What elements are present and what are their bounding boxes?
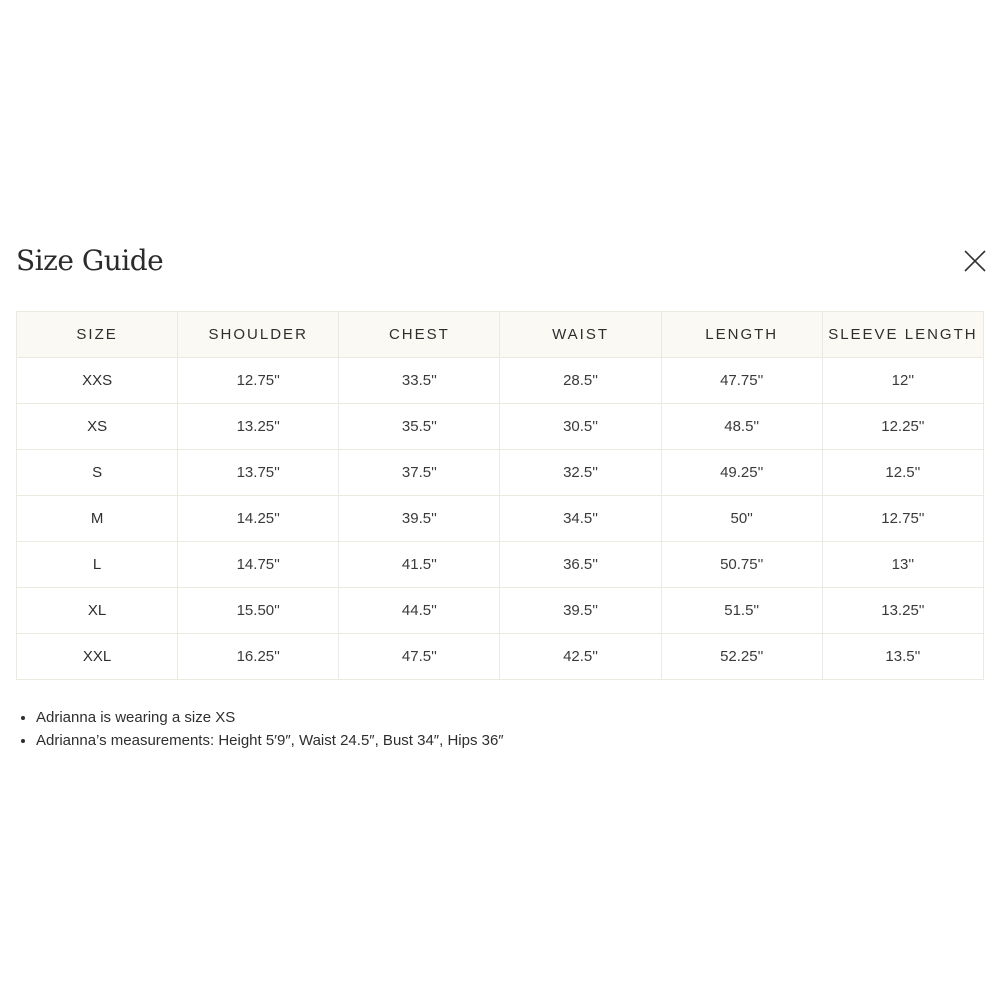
length-cell: 51.5'' <box>661 588 822 634</box>
shoulder-cell: 15.50'' <box>178 588 339 634</box>
size-cell: M <box>17 496 178 542</box>
sleeve-length-cell: 13'' <box>822 542 983 588</box>
column-header-size: SIZE <box>17 312 178 358</box>
size-cell: S <box>17 450 178 496</box>
waist-cell: 28.5'' <box>500 358 661 404</box>
shoulder-cell: 14.25'' <box>178 496 339 542</box>
table-row <box>17 450 984 496</box>
table-row <box>17 496 984 542</box>
chest-cell: 33.5'' <box>339 358 500 404</box>
column-header-chest: CHEST <box>339 312 500 358</box>
column-header-length: LENGTH <box>661 312 822 358</box>
shoulder-cell: 14.75'' <box>178 542 339 588</box>
table-header-row <box>17 312 984 358</box>
chest-cell: 35.5'' <box>339 404 500 450</box>
table-row <box>17 542 984 588</box>
sleeve-length-cell: 12.75'' <box>822 496 983 542</box>
sleeve-length-cell: 12'' <box>822 358 983 404</box>
size-cell: XXL <box>17 634 178 680</box>
chest-cell: 41.5'' <box>339 542 500 588</box>
waist-cell: 34.5'' <box>500 496 661 542</box>
size-cell: L <box>17 542 178 588</box>
length-cell: 49.25'' <box>661 450 822 496</box>
model-measurements-note: • Adrianna’s measurements: Height 5′9″, Waist 24.5″, Bust 34″, Hips 36″ <box>36 729 504 752</box>
table-row <box>17 588 984 634</box>
column-header-shoulder: SHOULDER <box>178 312 339 358</box>
sleeve-length-cell: 13.25'' <box>822 588 983 634</box>
shoulder-cell: 12.75'' <box>178 358 339 404</box>
table-row <box>17 404 984 450</box>
waist-cell: 42.5'' <box>500 634 661 680</box>
length-cell: 48.5'' <box>661 404 822 450</box>
column-header-sleeve-length: SLEEVE LENGTH <box>822 312 983 358</box>
chest-cell: 47.5'' <box>339 634 500 680</box>
size-cell: XS <box>17 404 178 450</box>
model-notes-list <box>16 706 504 752</box>
length-cell: 50'' <box>661 496 822 542</box>
chest-cell: 39.5'' <box>339 496 500 542</box>
close-button[interactable] <box>962 248 988 274</box>
model-size-note: • Adrianna is wearing a size XS <box>36 706 504 729</box>
close-icon <box>962 248 988 274</box>
waist-cell: 36.5'' <box>500 542 661 588</box>
size-cell: XL <box>17 588 178 634</box>
sleeve-length-cell: 12.5'' <box>822 450 983 496</box>
size-cell: XXS <box>17 358 178 404</box>
length-cell: 52.25'' <box>661 634 822 680</box>
table-row <box>17 634 984 680</box>
waist-cell: 32.5'' <box>500 450 661 496</box>
length-cell: 50.75'' <box>661 542 822 588</box>
chest-cell: 44.5'' <box>339 588 500 634</box>
size-table <box>16 311 984 680</box>
column-header-waist: WAIST <box>500 312 661 358</box>
waist-cell: 39.5'' <box>500 588 661 634</box>
table-row <box>17 358 984 404</box>
waist-cell: 30.5'' <box>500 404 661 450</box>
shoulder-cell: 16.25'' <box>178 634 339 680</box>
modal-title: Size Guide <box>16 244 164 277</box>
length-cell: 47.75'' <box>661 358 822 404</box>
shoulder-cell: 13.25'' <box>178 404 339 450</box>
shoulder-cell: 13.75'' <box>178 450 339 496</box>
sleeve-length-cell: 13.5'' <box>822 634 983 680</box>
chest-cell: 37.5'' <box>339 450 500 496</box>
sleeve-length-cell: 12.25'' <box>822 404 983 450</box>
